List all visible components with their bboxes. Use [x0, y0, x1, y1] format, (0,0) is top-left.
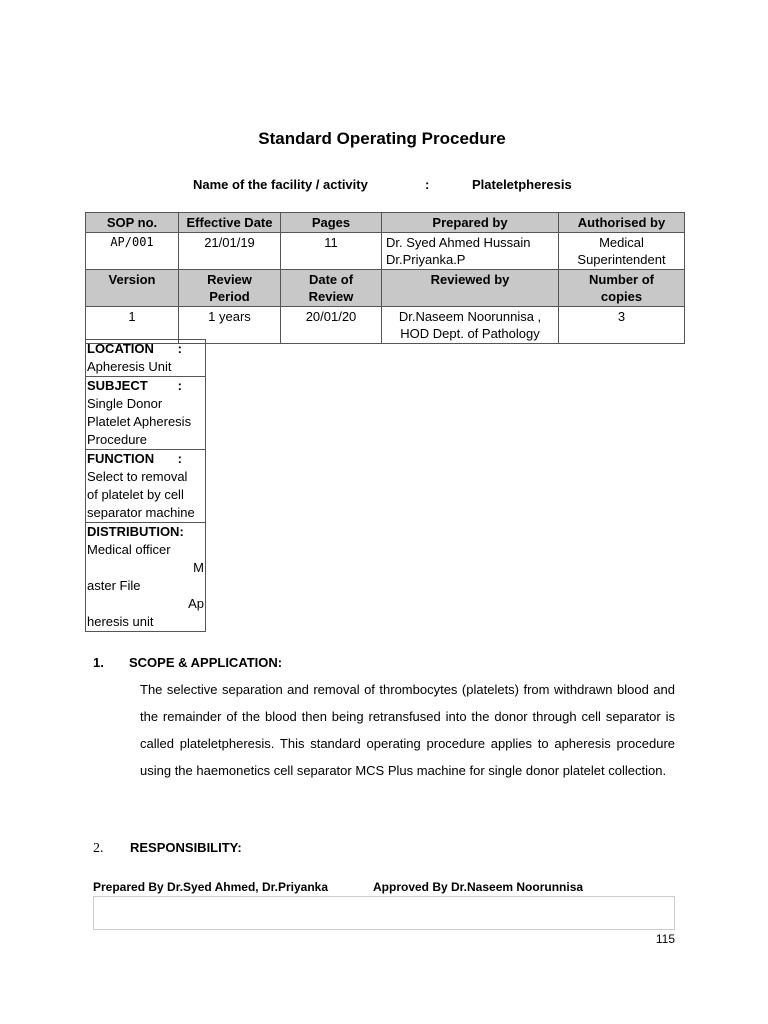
- header-date-of-review: [281, 270, 382, 307]
- document-title: Standard Operating Procedure: [258, 129, 506, 148]
- header-effective-date: Effective Date: [179, 213, 281, 233]
- number-of-copies-value: 3: [559, 307, 685, 344]
- header-number-of-copies: [559, 270, 685, 307]
- section-1-paragraph: The selective separation and removal of thrombocytes (platelets) from withdrawn blood and the remainder of the blood then being retransfused into the donor through cell separator is called plateletpheresis. This standard operating procedure applies to apheresis procedure using the haemonetics cell separator MCS Plus machine for single donor platelet collection.: [140, 682, 675, 778]
- header-date-of-review-line-2: Review: [308, 289, 354, 304]
- reviewed-by-value: [382, 307, 559, 344]
- section-1-title: SCOPE & APPLICATION:: [129, 655, 283, 670]
- footer-approved-by: Approved By Dr.Naseem Noorunnisa: [373, 880, 584, 894]
- meta-header-row-2: [86, 270, 685, 307]
- location-colon: :: [177, 341, 182, 356]
- footer-signatures: [93, 880, 583, 894]
- sop-meta-table: [85, 212, 685, 344]
- reviewed-by-line-2: HOD Dept. of Pathology: [400, 326, 540, 341]
- meta-row-2: [86, 307, 685, 344]
- distribution-line-5: heresis unit: [87, 614, 154, 629]
- section-2-title: RESPONSIBILITY:: [130, 840, 242, 855]
- section-2-number: 2.: [93, 841, 104, 856]
- effective-date-value: 21/01/19: [179, 233, 281, 270]
- prepared-by-value: [382, 233, 559, 270]
- authorised-by-line-2: Superintendent: [577, 252, 666, 267]
- location-value: Apheresis Unit: [87, 359, 172, 374]
- subject-line-3: Procedure: [87, 432, 147, 447]
- header-copies-line-2: copies: [600, 289, 643, 304]
- header-prepared-by: Prepared by: [382, 213, 559, 233]
- subject-row: [86, 377, 206, 450]
- section-2-heading: [93, 840, 242, 857]
- function-line-1: Select to removal: [87, 469, 188, 484]
- section-1-number: 1.: [93, 655, 104, 670]
- meta-row-1: [86, 233, 685, 270]
- sop-no-value: AP/001: [86, 233, 179, 270]
- prepared-by-line-2: Dr.Priyanka.P: [386, 252, 466, 267]
- distribution-row: [86, 523, 206, 632]
- subject-label: SUBJECT: [87, 378, 148, 393]
- location-label: LOCATION: [87, 341, 154, 356]
- header-review-period-line-2: Period: [209, 289, 250, 304]
- sop-side-table: [85, 339, 206, 632]
- distribution-line-1: Medical officer: [87, 542, 171, 557]
- function-colon: :: [177, 451, 182, 466]
- pages-value: 11: [281, 233, 382, 270]
- location-row: [86, 340, 206, 377]
- header-sop-no: SOP no.: [86, 213, 179, 233]
- subject-line-2: Platelet Apheresis: [87, 414, 192, 429]
- section-1-heading: [93, 655, 282, 670]
- authorised-by-line-1: Medical: [599, 235, 644, 250]
- meta-header-row-1: [86, 213, 685, 233]
- distribution-line-4: Ap: [188, 596, 204, 611]
- prepared-by-line-1: Dr. Syed Ahmed Hussain: [386, 235, 531, 250]
- header-version: Version: [86, 270, 179, 307]
- header-review-period-line-1: Review: [207, 272, 252, 287]
- facility-colon: :: [425, 177, 430, 192]
- subject-line-1: Single Donor: [87, 396, 163, 411]
- function-line-3: separator machine: [87, 505, 195, 520]
- function-label: FUNCTION: [87, 451, 155, 466]
- footer-prepared-by: Prepared By Dr.Syed Ahmed, Dr.Priyanka: [93, 880, 328, 894]
- page-number: 115: [655, 932, 675, 946]
- facility-label: Name of the facility / activity: [193, 177, 368, 192]
- header-authorised-by: Authorised by: [559, 213, 685, 233]
- header-review-period: [179, 270, 281, 307]
- review-period-value: 1 years: [179, 307, 281, 344]
- subject-colon: :: [177, 378, 182, 393]
- function-row: [86, 450, 206, 523]
- date-of-review-value: 20/01/20: [281, 307, 382, 344]
- footer-box: [93, 896, 675, 930]
- header-date-of-review-line-1: Date of: [308, 272, 354, 287]
- header-copies-line-1: Number of: [589, 272, 654, 287]
- distribution-label: DISTRIBUTION:: [87, 524, 184, 539]
- distribution-line-2: M: [193, 560, 204, 575]
- distribution-line-3: aster File: [87, 578, 141, 593]
- reviewed-by-line-1: Dr.Naseem Noorunnisa ,: [398, 309, 542, 324]
- authorised-by-value: [559, 233, 685, 270]
- function-line-2: of platelet by cell: [87, 487, 184, 502]
- facility-value: Plateletpheresis: [472, 177, 572, 192]
- header-reviewed-by: Reviewed by: [382, 270, 559, 307]
- header-pages: Pages: [281, 213, 382, 233]
- version-value: 1: [86, 307, 179, 344]
